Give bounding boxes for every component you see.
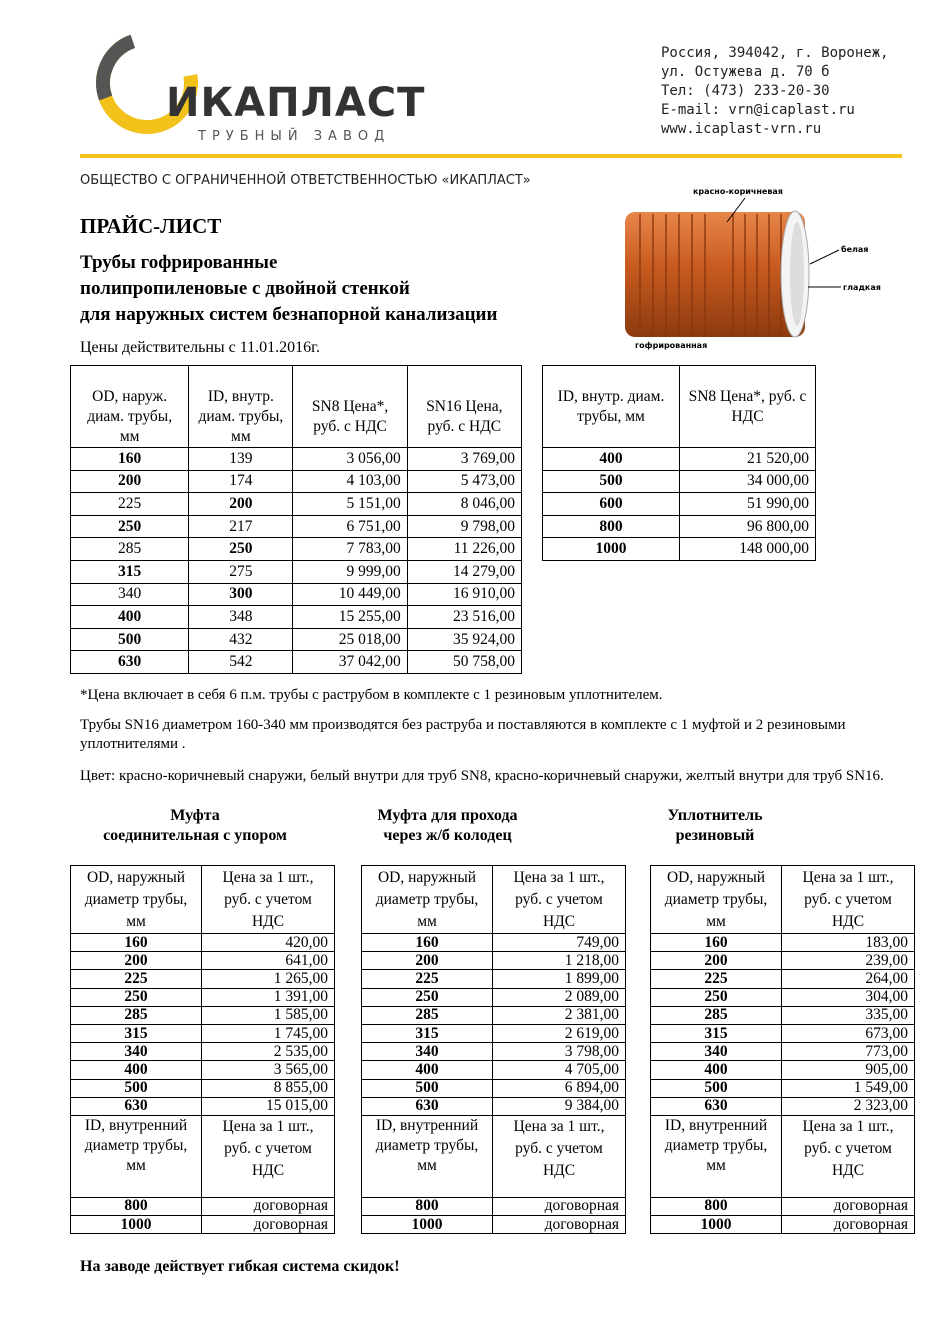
od-cell: 160 bbox=[71, 934, 202, 952]
price-cell: 2 381,00 bbox=[493, 1006, 626, 1024]
subtitle-line: для наружных систем безнапорной канализации bbox=[80, 304, 498, 325]
table-row bbox=[71, 988, 335, 1006]
table-row bbox=[543, 493, 816, 516]
table-row bbox=[362, 970, 626, 988]
sn8-price-cell: 5 151,00 bbox=[293, 493, 407, 516]
table-row bbox=[362, 1079, 626, 1097]
od-cell: 285 bbox=[71, 1006, 202, 1024]
logo-text: ИКАПЛАСТ bbox=[166, 80, 426, 126]
sn8-price-cell: 51 990,00 bbox=[680, 493, 816, 516]
table-row bbox=[543, 515, 816, 538]
id-cell: 250 bbox=[189, 538, 293, 561]
table-row bbox=[362, 934, 626, 952]
sn16-price-cell: 16 910,00 bbox=[407, 583, 521, 606]
od-cell: 630 bbox=[362, 1097, 493, 1115]
od-cell: 500 bbox=[71, 1079, 202, 1097]
table-row bbox=[362, 952, 626, 970]
table-row bbox=[362, 1006, 626, 1024]
od-cell: 200 bbox=[651, 952, 782, 970]
email: E-mail: vrn@icaplast.ru bbox=[661, 102, 855, 118]
sn8-price-cell: 15 255,00 bbox=[293, 606, 407, 629]
od-cell: 225 bbox=[651, 970, 782, 988]
col-price: Цена за 1 шт., руб. с учетом НДС bbox=[782, 1115, 915, 1197]
price-cell: 1 391,00 bbox=[202, 988, 335, 1006]
table-row bbox=[651, 1043, 915, 1061]
price-cell: 239,00 bbox=[782, 952, 915, 970]
table-row bbox=[543, 470, 816, 493]
col-id: ID, внутренний диаметр трубы, мм bbox=[71, 1115, 202, 1197]
price-cell: 304,00 bbox=[782, 988, 915, 1006]
col-sn8: SN8 Цена*, руб. с НДС bbox=[293, 366, 407, 448]
id-cell: 400 bbox=[543, 448, 680, 471]
od-cell: 315 bbox=[71, 1024, 202, 1042]
accessory-title-line: резиновый bbox=[675, 827, 755, 844]
id-cell: 1000 bbox=[71, 1216, 202, 1234]
od-cell: 315 bbox=[651, 1024, 782, 1042]
price-cell: 2 535,00 bbox=[202, 1043, 335, 1061]
sn16-price-cell: 8 046,00 bbox=[407, 493, 521, 516]
od-cell: 250 bbox=[71, 988, 202, 1006]
od-cell: 250 bbox=[362, 988, 493, 1006]
id-cell: 348 bbox=[189, 606, 293, 629]
table-row bbox=[71, 493, 522, 516]
subtitle bbox=[80, 250, 497, 328]
sn16-price-cell: 5 473,00 bbox=[407, 470, 521, 493]
sn8-price-cell: 34 000,00 bbox=[680, 470, 816, 493]
pipe-price-rows bbox=[71, 448, 522, 674]
od-cell: 225 bbox=[71, 493, 189, 516]
table-row bbox=[71, 560, 522, 583]
sn8-price-cell: 7 783,00 bbox=[293, 538, 407, 561]
od-cell: 250 bbox=[71, 515, 189, 538]
accessory-title-line: через ж/б колодец bbox=[383, 827, 512, 844]
id-cell: 500 bbox=[543, 470, 680, 493]
col-od: OD, наруж. диам. трубы, мм bbox=[71, 366, 189, 448]
table-row bbox=[71, 1216, 335, 1234]
accessory-price-table bbox=[650, 865, 915, 1234]
col-sn16: SN16 Цена, руб. с НДС bbox=[407, 366, 521, 448]
sn8-price-cell: 37 042,00 bbox=[293, 651, 407, 674]
price-cell: договорная bbox=[493, 1216, 626, 1234]
col-od: OD, наружный диаметр трубы, мм bbox=[71, 866, 202, 934]
table-row bbox=[71, 1061, 335, 1079]
od-cell: 160 bbox=[651, 934, 782, 952]
table-row bbox=[651, 1079, 915, 1097]
table-row bbox=[651, 1024, 915, 1042]
sn8-price-cell: 21 520,00 bbox=[680, 448, 816, 471]
table-row bbox=[71, 515, 522, 538]
table-row bbox=[651, 1216, 915, 1234]
id-cell: 800 bbox=[362, 1197, 493, 1215]
accessory-title-line: Муфта bbox=[170, 807, 220, 824]
price-cell: 749,00 bbox=[493, 934, 626, 952]
id-cell: 800 bbox=[543, 515, 680, 538]
od-cell: 200 bbox=[71, 952, 202, 970]
id-cell: 139 bbox=[189, 448, 293, 471]
price-cell: 1 745,00 bbox=[202, 1024, 335, 1042]
price-cell: 673,00 bbox=[782, 1024, 915, 1042]
od-cell: 500 bbox=[71, 628, 189, 651]
table-row bbox=[543, 448, 816, 471]
od-cell: 160 bbox=[362, 934, 493, 952]
table-row bbox=[651, 1006, 915, 1024]
sn8-price-cell: 10 449,00 bbox=[293, 583, 407, 606]
od-cell: 225 bbox=[71, 970, 202, 988]
company-name: ОБЩЕСТВО С ОГРАНИЧЕННОЙ ОТВЕТСТВЕННОСТЬЮ «ИКАПЛАСТ» bbox=[80, 173, 531, 188]
od-cell: 630 bbox=[651, 1097, 782, 1115]
sn8-price-cell: 148 000,00 bbox=[680, 538, 816, 561]
price-cell: 1 549,00 bbox=[782, 1079, 915, 1097]
id-cell: 800 bbox=[651, 1197, 782, 1215]
price-cell: 4 705,00 bbox=[493, 1061, 626, 1079]
note-price-includes: *Цена включает в себя 6 п.м. трубы с раструбом в комплекте с 1 резиновым уплотнителем. bbox=[80, 687, 663, 703]
price-cell: 183,00 bbox=[782, 934, 915, 952]
table-row bbox=[71, 1024, 335, 1042]
pipe-price-table bbox=[70, 365, 522, 674]
od-cell: 160 bbox=[71, 448, 189, 471]
table-row bbox=[71, 470, 522, 493]
price-cell: 6 894,00 bbox=[493, 1079, 626, 1097]
website: www.icaplast-vrn.ru bbox=[661, 121, 822, 137]
table-row bbox=[71, 583, 522, 606]
sn16-price-cell: 50 758,00 bbox=[407, 651, 521, 674]
table-row bbox=[362, 988, 626, 1006]
price-cell: договорная bbox=[202, 1197, 335, 1215]
table-row bbox=[71, 628, 522, 651]
price-cell: 2 619,00 bbox=[493, 1024, 626, 1042]
price-cell: 3 565,00 bbox=[202, 1061, 335, 1079]
page-title: ПРАЙС-ЛИСТ bbox=[80, 214, 222, 238]
table-row bbox=[71, 448, 522, 471]
note-color: Цвет: красно-коричневый снаружи, белый внутри для труб SN8, красно-коричневый снаружи, желтый внутри для труб SN16. bbox=[80, 768, 884, 784]
footer-discount: На заводе действует гибкая система скидок! bbox=[80, 1258, 400, 1275]
id-cell: 600 bbox=[543, 493, 680, 516]
table-row bbox=[71, 1006, 335, 1024]
label-smooth: гладкая bbox=[843, 283, 881, 292]
logo bbox=[92, 28, 426, 148]
table-row bbox=[71, 934, 335, 952]
od-cell: 340 bbox=[651, 1043, 782, 1061]
col-price: Цена за 1 шт., руб. с учетом НДС bbox=[493, 1115, 626, 1197]
header-row bbox=[362, 866, 626, 934]
table-row bbox=[651, 988, 915, 1006]
large-pipe-price-rows bbox=[543, 448, 816, 561]
table-row bbox=[71, 538, 522, 561]
price-cell: 2 089,00 bbox=[493, 988, 626, 1006]
od-cell: 400 bbox=[71, 1061, 202, 1079]
subtitle-line: полипропиленовые с двойной стенкой bbox=[80, 278, 410, 299]
table-row bbox=[362, 1097, 626, 1115]
sn16-price-cell: 35 924,00 bbox=[407, 628, 521, 651]
od-cell: 315 bbox=[71, 560, 189, 583]
sn16-price-cell: 9 798,00 bbox=[407, 515, 521, 538]
price-cell: 641,00 bbox=[202, 952, 335, 970]
table-row bbox=[71, 651, 522, 674]
accessory-title-line: соединительная с упором bbox=[103, 827, 287, 844]
col-id-large: ID, внутр. диам. трубы, мм bbox=[543, 366, 680, 448]
col-id: ID, внутренний диаметр трубы, мм bbox=[362, 1115, 493, 1197]
col-sn8-large: SN8 Цена*, руб. с НДС bbox=[680, 366, 816, 448]
id-cell: 542 bbox=[189, 651, 293, 674]
id-cell: 300 bbox=[189, 583, 293, 606]
table-row bbox=[651, 970, 915, 988]
label-corrugated: гофрированная bbox=[635, 341, 708, 350]
col-id: ID, внутренний диаметр трубы, мм bbox=[651, 1115, 782, 1197]
price-cell: договорная bbox=[782, 1197, 915, 1215]
price-cell: 8 855,00 bbox=[202, 1079, 335, 1097]
subtitle-line: Трубы гофрированные bbox=[80, 252, 278, 273]
od-cell: 500 bbox=[362, 1079, 493, 1097]
col-od: OD, наружный диаметр трубы, мм bbox=[651, 866, 782, 934]
id-cell: 1000 bbox=[362, 1216, 493, 1234]
table-row bbox=[71, 1079, 335, 1097]
col-price: Цена за 1 шт., руб. с учетом НДС bbox=[202, 866, 335, 934]
sn8-price-cell: 6 751,00 bbox=[293, 515, 407, 538]
address-line-2: ул. Остужева д. 70 б bbox=[661, 64, 830, 80]
od-cell: 340 bbox=[362, 1043, 493, 1061]
sn8-price-cell: 4 103,00 bbox=[293, 470, 407, 493]
id-cell: 174 bbox=[189, 470, 293, 493]
sn16-price-cell: 14 279,00 bbox=[407, 560, 521, 583]
price-cell: 1 899,00 bbox=[493, 970, 626, 988]
header-row bbox=[71, 1115, 335, 1197]
col-price: Цена за 1 шт., руб. с учетом НДС bbox=[202, 1115, 335, 1197]
price-cell: договорная bbox=[782, 1216, 915, 1234]
od-cell: 315 bbox=[362, 1024, 493, 1042]
pipe-image bbox=[605, 182, 905, 352]
sn16-price-cell: 3 769,00 bbox=[407, 448, 521, 471]
large-pipe-price-table bbox=[542, 365, 816, 561]
od-cell: 200 bbox=[71, 470, 189, 493]
od-cell: 250 bbox=[651, 988, 782, 1006]
price-cell: 2 323,00 bbox=[782, 1097, 915, 1115]
price-cell: 3 798,00 bbox=[493, 1043, 626, 1061]
table-row bbox=[71, 1197, 335, 1215]
contact-block bbox=[661, 44, 889, 139]
od-cell: 285 bbox=[71, 538, 189, 561]
header-row bbox=[651, 866, 915, 934]
table-row bbox=[71, 1043, 335, 1061]
id-cell: 1000 bbox=[651, 1216, 782, 1234]
accessory-price-table bbox=[70, 865, 335, 1234]
od-cell: 340 bbox=[71, 1043, 202, 1061]
table-row bbox=[71, 970, 335, 988]
sn8-price-cell: 96 800,00 bbox=[680, 515, 816, 538]
accessory-title-line: Уплотнитель bbox=[667, 807, 763, 824]
od-cell: 400 bbox=[71, 606, 189, 629]
col-od: OD, наружный диаметр трубы, мм bbox=[362, 866, 493, 934]
header-row bbox=[651, 1115, 915, 1197]
accessory-title-line: Муфта для прохода bbox=[377, 807, 518, 824]
note-sn16: Трубы SN16 диаметром 160-340 мм производятся без раструба и поставляются в комплекте с 1 муфтой и 2 резиновыми уплотнителями . bbox=[80, 717, 846, 752]
table-row bbox=[362, 1197, 626, 1215]
id-cell: 217 bbox=[189, 515, 293, 538]
price-cell: договорная bbox=[493, 1197, 626, 1215]
col-id: ID, внутр. диам. трубы, мм bbox=[189, 366, 293, 448]
od-cell: 200 bbox=[362, 952, 493, 970]
price-cell: 1 585,00 bbox=[202, 1006, 335, 1024]
table-row bbox=[71, 1097, 335, 1115]
table-row bbox=[71, 952, 335, 970]
table-row bbox=[651, 1097, 915, 1115]
price-cell: договорная bbox=[202, 1216, 335, 1234]
od-cell: 225 bbox=[362, 970, 493, 988]
table-row bbox=[362, 1061, 626, 1079]
price-cell: 264,00 bbox=[782, 970, 915, 988]
price-cell: 1 265,00 bbox=[202, 970, 335, 988]
address-line-1: Россия, 394042, г. Воронеж, bbox=[661, 45, 889, 61]
table-row bbox=[651, 1197, 915, 1215]
table-row bbox=[651, 1061, 915, 1079]
price-cell: 905,00 bbox=[782, 1061, 915, 1079]
od-cell: 500 bbox=[651, 1079, 782, 1097]
id-cell: 1000 bbox=[543, 538, 680, 561]
table-row bbox=[651, 952, 915, 970]
id-cell: 200 bbox=[189, 493, 293, 516]
price-cell: 9 384,00 bbox=[493, 1097, 626, 1115]
header-divider bbox=[80, 154, 902, 158]
header-row bbox=[362, 1115, 626, 1197]
col-price: Цена за 1 шт., руб. с учетом НДС bbox=[493, 866, 626, 934]
od-cell: 285 bbox=[362, 1006, 493, 1024]
sn8-price-cell: 9 999,00 bbox=[293, 560, 407, 583]
accessory-title bbox=[640, 806, 790, 846]
valid-from: Цены действительны с 11.01.2016г. bbox=[80, 339, 320, 356]
sn16-price-cell: 23 516,00 bbox=[407, 606, 521, 629]
table-row bbox=[71, 606, 522, 629]
accessory-title bbox=[360, 806, 535, 846]
sn8-price-cell: 25 018,00 bbox=[293, 628, 407, 651]
price-cell: 773,00 bbox=[782, 1043, 915, 1061]
table-row bbox=[362, 1024, 626, 1042]
label-white: белая bbox=[841, 245, 869, 254]
id-cell: 432 bbox=[189, 628, 293, 651]
logo-subtitle: ТРУБНЫЙ ЗАВОД bbox=[198, 129, 391, 144]
table-row bbox=[362, 1216, 626, 1234]
sn16-price-cell: 11 226,00 bbox=[407, 538, 521, 561]
label-outer: красно-коричневая bbox=[693, 187, 783, 196]
od-cell: 630 bbox=[71, 651, 189, 674]
price-cell: 15 015,00 bbox=[202, 1097, 335, 1115]
id-cell: 800 bbox=[71, 1197, 202, 1215]
accessory-title bbox=[80, 806, 310, 846]
accessory-price-table bbox=[361, 865, 626, 1234]
id-cell: 275 bbox=[189, 560, 293, 583]
price-cell: 420,00 bbox=[202, 934, 335, 952]
col-price: Цена за 1 шт., руб. с учетом НДС bbox=[782, 866, 915, 934]
table-row bbox=[651, 934, 915, 952]
table-row bbox=[362, 1043, 626, 1061]
price-cell: 335,00 bbox=[782, 1006, 915, 1024]
od-cell: 340 bbox=[71, 583, 189, 606]
sn8-price-cell: 3 056,00 bbox=[293, 448, 407, 471]
phone: Тел: (473) 233-20-30 bbox=[661, 83, 830, 99]
pipe-illustration bbox=[605, 182, 905, 352]
od-cell: 400 bbox=[362, 1061, 493, 1079]
table-row bbox=[543, 538, 816, 561]
header-row bbox=[71, 866, 335, 934]
od-cell: 285 bbox=[651, 1006, 782, 1024]
od-cell: 400 bbox=[651, 1061, 782, 1079]
price-cell: 1 218,00 bbox=[493, 952, 626, 970]
od-cell: 630 bbox=[71, 1097, 202, 1115]
